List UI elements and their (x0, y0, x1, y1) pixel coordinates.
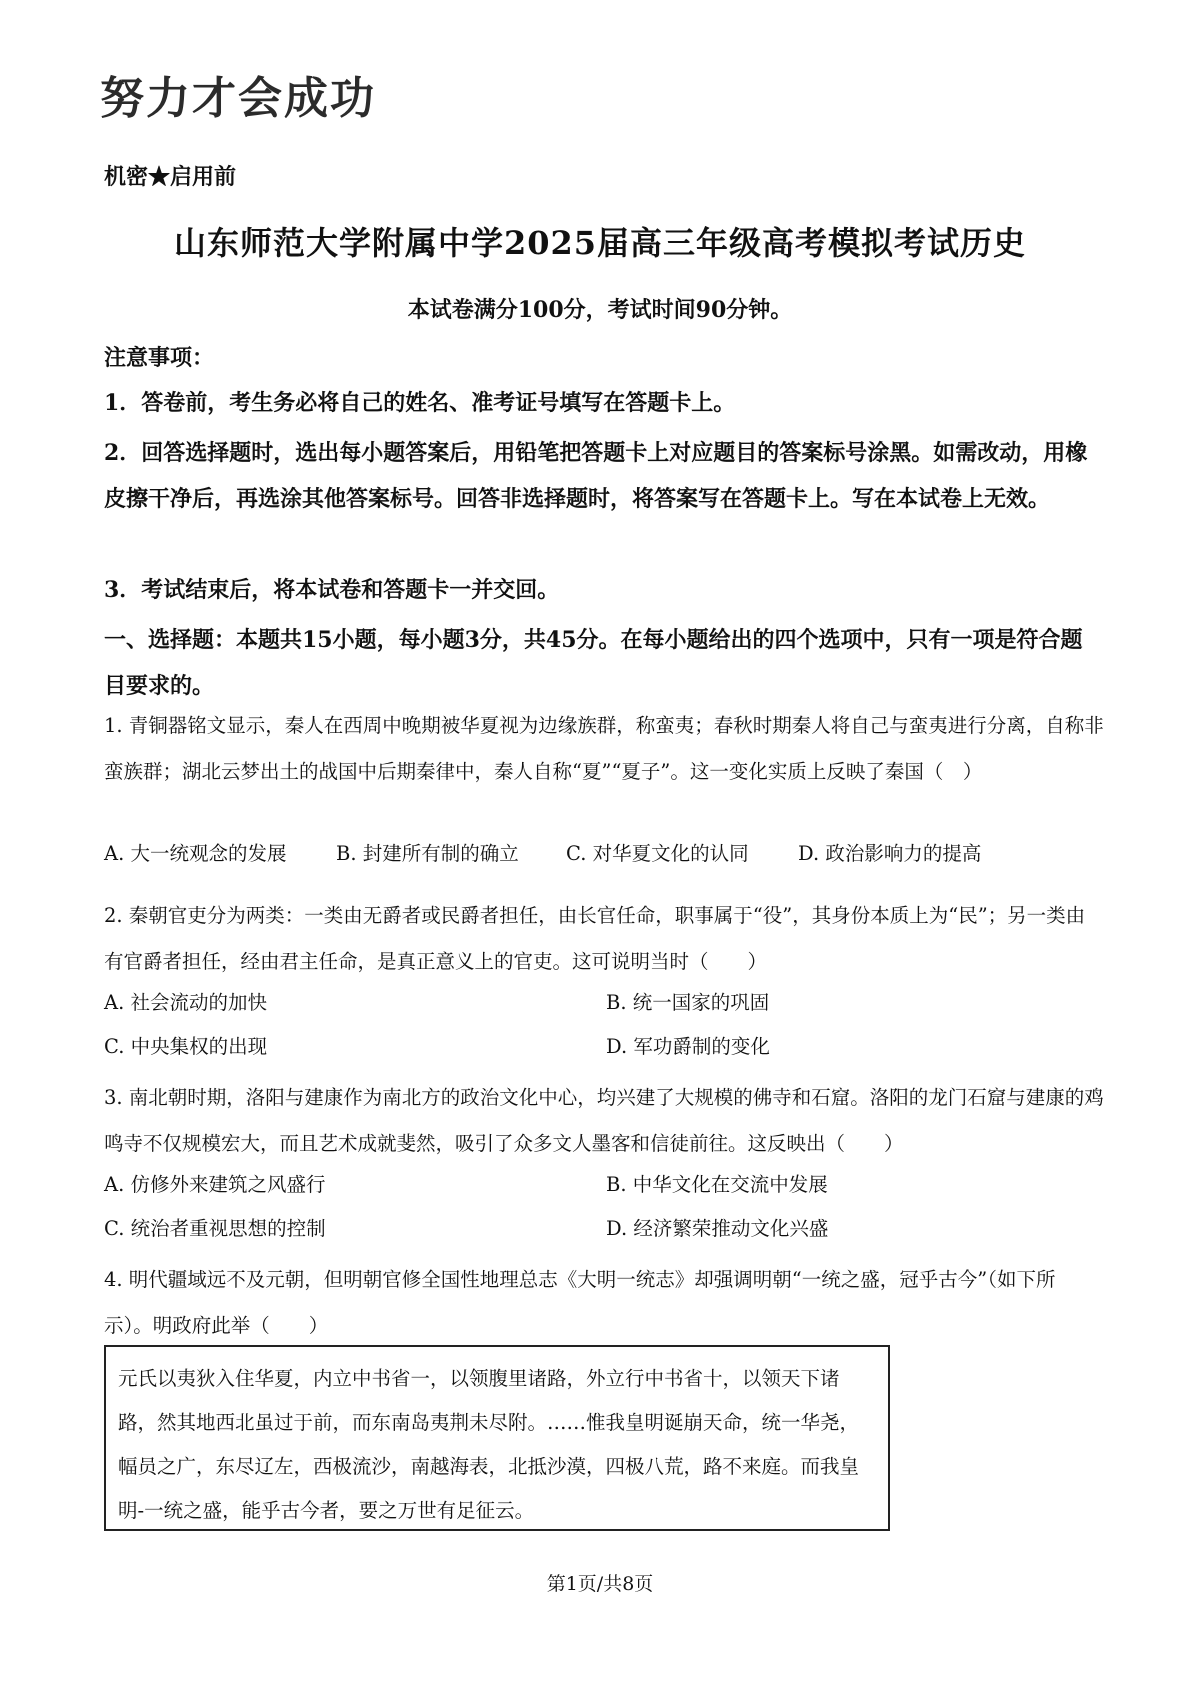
option: A. 社会流动的加快 (104, 991, 267, 1014)
option: D. 政治影响力的提高 (798, 842, 982, 865)
option: A. 大一统观念的发展 (104, 842, 287, 865)
option: D. 经济繁荣推动文化兴盛 (606, 1217, 829, 1240)
notice-item: 1．答卷前，考生务必将自己的姓名、准考证号填写在答题卡上。 (104, 390, 736, 416)
option: B. 封建所有制的确立 (336, 842, 519, 865)
quote-box: 元氏以夷狄入住华夏，内立中书省一，以领腹里诸路，外立行中书省十，以领天下诸路，然其地西北虽过于前，而东南岛夷荆未尽附。……惟我皇明诞崩天命，统一华尧，幅员之广，东尽辽左，西极流沙，南越海表，北抵沙漠，四极八荒，路不来庭。而我皇明-一统之盛，能乎古今者，要之万世有足征云。 (104, 1345, 890, 1531)
question-stem: 4. 明代疆域远不及元朝，但明朝官修全国性地理总志《大明一统志》却强调明朝“一统之盛，冠乎古今”（如下所示）。明政府此举（ ） (104, 1268, 1056, 1337)
question-stem: 1. 青铜器铭文显示，秦人在西周中晚期被华夏视为边缘族群，称蛮夷；春秋时期秦人将自己与蛮夷进行分离，自称非蛮族群；湖北云梦出土的战国中后期秦律中，秦人自称“夏”“夏子”。这一变化实质上反映了秦国（ ） (104, 714, 1104, 783)
notice-heading: 注意事项： (104, 345, 215, 371)
exam-title: 山东师范大学附属中学2025届高三年级高考模拟考试历史 (173, 224, 1027, 262)
option: A. 仿修外来建筑之风盛行 (104, 1173, 326, 1196)
exam-subtitle: 本试卷满分100分，考试时间90分钟。 (407, 297, 793, 323)
option: B. 中华文化在交流中发展 (606, 1173, 828, 1196)
notice-item: 2．回答选择题时，选出每小题答案后，用铅笔把答题卡上对应题目的答案标号涂黑。如需改动，用橡皮擦干净后，再选涂其他答案标号。回答非选择题时，将答案写在答题卡上。写在本试卷上无效。 (104, 440, 1088, 512)
secret-label: 机密★启用前 (104, 164, 237, 190)
question-stem: 3. 南北朝时期，洛阳与建康作为南北方的政治文化中心，均兴建了大规模的佛寺和石窟。洛阳的龙门石窟与建康的鸡鸣寺不仅规模宏大，而且艺术成就斐然，吸引了众多文人墨客和信徒前往。这反映出（ ） (104, 1086, 1104, 1155)
notice-item: 3．考试结束后，将本试卷和答题卡一并交回。 (104, 577, 560, 603)
option: B. 统一国家的巩固 (606, 991, 770, 1014)
watermark-banner: 努力才会成功 (100, 73, 376, 124)
section-heading: 一、选择题：本题共15小题，每小题3分，共45分。在每小题给出的四个选项中，只有一项是符合题目要求的。 (104, 627, 1083, 699)
option: D. 军功爵制的变化 (606, 1035, 770, 1058)
option: C. 对华夏文化的认同 (566, 842, 749, 865)
option: C. 中央集权的出现 (104, 1035, 268, 1058)
page-number: 第1页/共8页 (546, 1573, 654, 1595)
question-stem: 2. 秦朝官吏分为两类：一类由无爵者或民爵者担任，由长官任命，职事属于“役”，其身份本质上为“民”；另一类由有官爵者担任，经由君主任命，是真正意义上的官吏。这可说明当时（ ） (104, 904, 1086, 973)
option: C. 统治者重视思想的控制 (104, 1217, 326, 1240)
